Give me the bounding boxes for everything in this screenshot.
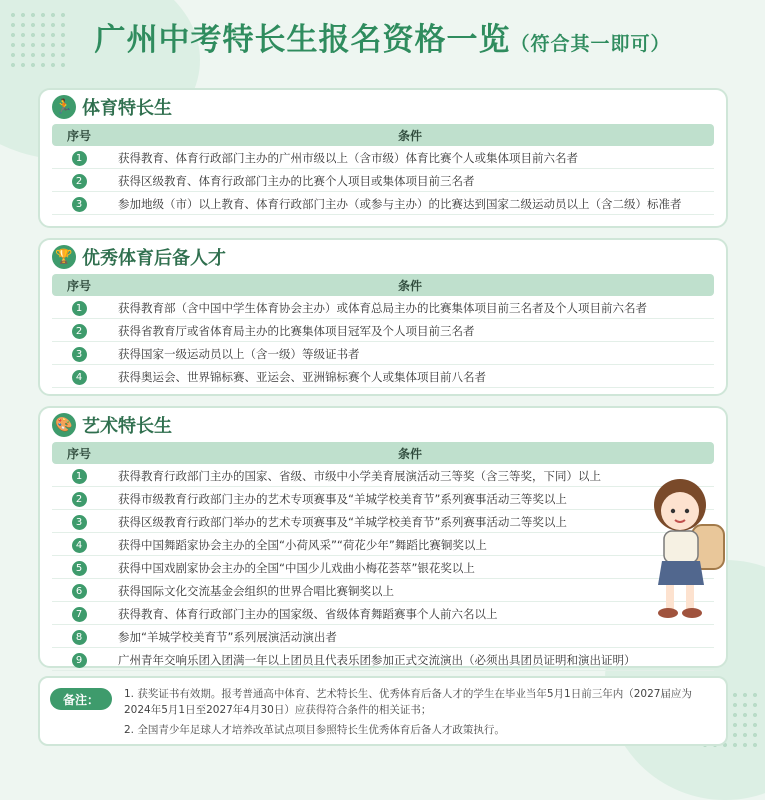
table-row: [52, 344, 714, 365]
table-row: [52, 148, 714, 169]
conditions-table: [52, 122, 714, 217]
row-condition: 参加“羊城学校美育节”系列展演活动演出者: [106, 627, 714, 648]
row-number: 3: [72, 197, 87, 212]
header-cond: 条件: [106, 274, 714, 296]
table-row: [52, 512, 714, 533]
row-condition: 获得国际文化交流基金会组织的世界合唱比赛铜奖以上: [106, 581, 714, 602]
section-title: 体育特长生: [82, 98, 172, 119]
row-number: 5: [72, 561, 87, 576]
note-item: 2. 全国青少年足球人才培养改革试点项目参照特长生优秀体育后备人才政策执行。: [124, 724, 505, 736]
header-num: 序号: [52, 442, 106, 464]
row-number: 1: [72, 469, 87, 484]
table-row: [52, 535, 714, 556]
row-number: 3: [72, 347, 87, 362]
conditions-table: [52, 272, 714, 390]
header-num: 序号: [52, 274, 106, 296]
row-condition: 获得中国戏剧家协会主办的全国“中国少儿戏曲小梅花荟萃”银花奖以上: [106, 558, 714, 579]
row-condition: 获得区级教育、体育行政部门主办的比赛个人项目或集体项目前三名者: [106, 171, 714, 192]
section-header: [52, 410, 714, 440]
runner-icon: 🏃: [52, 95, 76, 119]
row-number: 3: [72, 515, 87, 530]
row-number: 1: [72, 301, 87, 316]
student-illustration: [640, 475, 730, 625]
title-subtitle: （符合其一即可）: [510, 33, 671, 55]
row-condition: 获得教育、体育行政部门主办的广州市级以上（含市级）体育比赛个人或集体项目前六名者: [106, 148, 714, 169]
row-condition: 获得教育部（含中国中学生体育协会主办）或体育总局主办的比赛集体项目前三名者及个人项目前六名者: [106, 298, 714, 319]
row-condition: 获得奥运会、世界锦标赛、亚运会、亚洲锦标赛个人或集体项目前八名者: [106, 367, 714, 388]
row-condition: 获得市级教育行政部门主办的艺术专项赛事及“羊城学校美育节”系列赛事活动三等奖以上: [106, 489, 714, 510]
row-number: 4: [72, 370, 87, 385]
row-condition: 获得省教育厅或省体育局主办的比赛集体项目冠军及个人项目前三名者: [106, 321, 714, 342]
row-condition: 获得中国舞蹈家协会主办的全国“小荷风采”“荷花少年”舞蹈比赛铜奖以上: [106, 535, 714, 556]
row-condition: 参加地级（市）以上教育、体育行政部门主办（或参与主办）的比赛达到国家二级运动员以上（含二级）标准者: [106, 194, 714, 215]
section-header: [52, 92, 714, 122]
row-condition: 获得教育行政部门主办的国家、省级、市级中小学美育展演活动三等奖（含三等奖，下同）以上: [106, 466, 714, 487]
title-text: 广州中考特长生报名资格一览: [94, 22, 511, 58]
section-arts: [38, 406, 728, 668]
header-cond: 条件: [106, 442, 714, 464]
row-number: 1: [72, 151, 87, 166]
table-row: [52, 466, 714, 487]
row-number: 7: [72, 607, 87, 622]
row-condition: 广州青年交响乐团入团满一年以上团员且代表乐团参加正式交流演出（必须出具团员证明和演出证明）: [106, 650, 714, 671]
row-number: 2: [72, 174, 87, 189]
note-item: 1. 获奖证书有效期。报考普通高中体育、艺术特长生、优秀体育后备人才的学生在毕业当年5月1日前三年内（2027届应为2024年5月1日至2027年4月30日）应获得符合条件的相关证书；: [124, 688, 692, 716]
table-row: [52, 627, 714, 648]
section-title: 艺术特长生: [82, 416, 172, 437]
table-row: [52, 581, 714, 602]
row-number: 8: [72, 630, 87, 645]
table-row: [52, 604, 714, 625]
table-row: [52, 298, 714, 319]
notes-label: 备注：: [50, 688, 112, 710]
notes-text: [124, 686, 716, 742]
section-header: [52, 242, 714, 272]
row-condition: 获得国家一级运动员以上（含一级）等级证书者: [106, 344, 714, 365]
table-row: [52, 489, 714, 510]
table-row: [52, 321, 714, 342]
conditions-table: [52, 440, 714, 673]
row-number: 6: [72, 584, 87, 599]
row-condition: 获得教育、体育行政部门主办的国家级、省级体育舞蹈赛事个人前六名以上: [106, 604, 714, 625]
table-row: [52, 558, 714, 579]
row-number: 2: [72, 324, 87, 339]
row-condition: 获得区级教育行政部门举办的艺术专项赛事及“羊城学校美育节”系列赛事活动二等奖以上: [106, 512, 714, 533]
table-row: [52, 194, 714, 215]
section-reserve-talent: [38, 238, 728, 396]
row-number: 2: [72, 492, 87, 507]
page-title: [0, 14, 765, 59]
header-cond: 条件: [106, 124, 714, 146]
table-row: [52, 650, 714, 671]
section-title: 优秀体育后备人才: [82, 248, 226, 269]
notes-box: [38, 676, 728, 746]
palette-icon: 🎨: [52, 413, 76, 437]
trophy-icon: 🏆: [52, 245, 76, 269]
row-number: 9: [72, 653, 87, 668]
header-num: 序号: [52, 124, 106, 146]
section-sports: [38, 88, 728, 228]
table-row: [52, 367, 714, 388]
table-row: [52, 171, 714, 192]
row-number: 4: [72, 538, 87, 553]
